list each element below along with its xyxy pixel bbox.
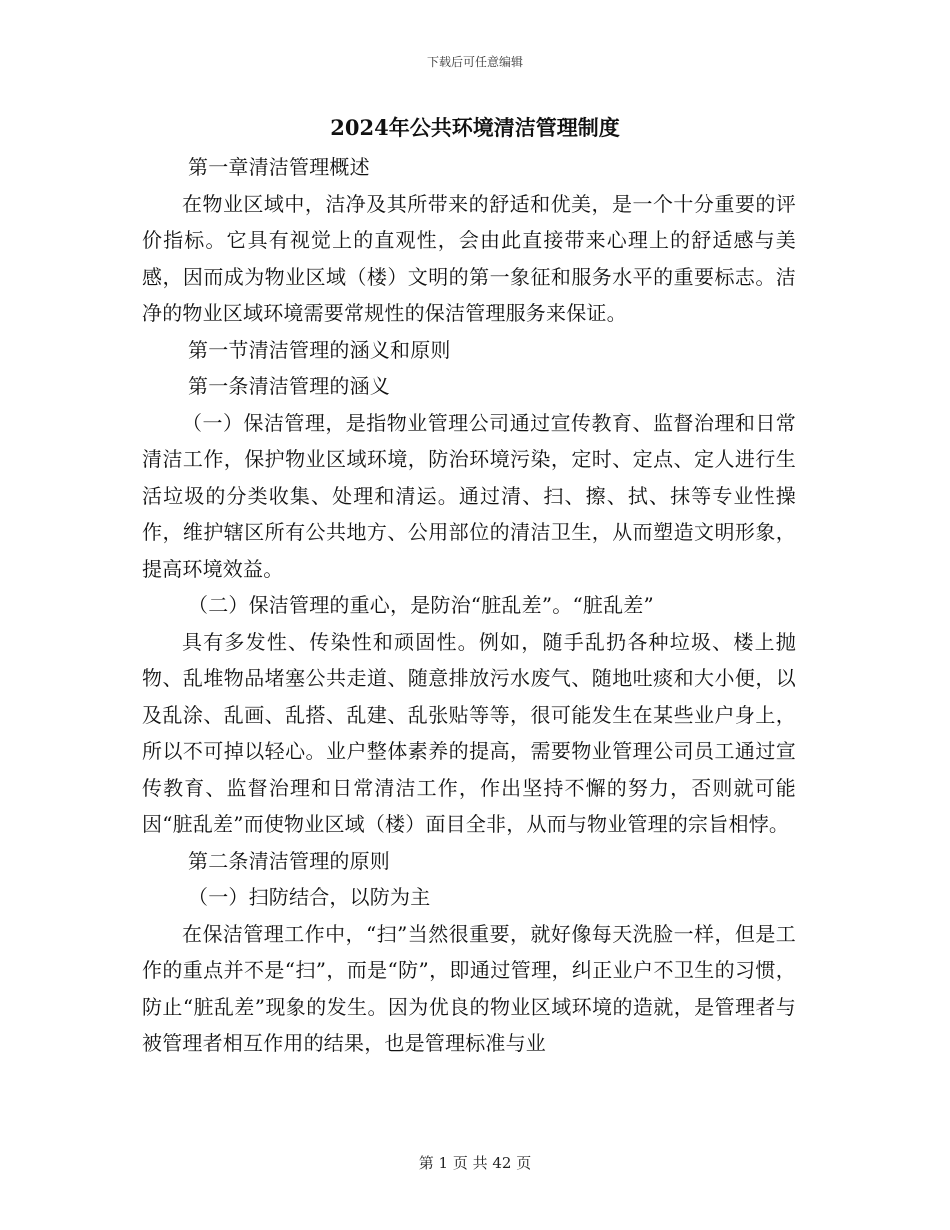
- chapter-heading: 第一章清洁管理概述: [188, 155, 370, 179]
- document-body: [142, 149, 796, 1062]
- body-paragraph: 具有多发性、传染性和顽固性。例如，随手乱扔各种垃圾、楼上抛物、乱堆物品堵塞公共走道、随意排放污水废气、随地吐痰和大小便，以及乱涂、乱画、乱搭、乱建、乱张贴等等，很可能发生在某些业户身上，所以不可掉以轻心。业户整体素养的提高，需要物业管理公司员工通过宣传教育、监督治理和日常清洁工作，作出坚持不懈的努力，否则就可能因“脏乱差”而使物业区域（楼）面目全非，从而与物业管理的宗旨相悖。: [142, 629, 796, 836]
- article-heading: 第一条清洁管理的涵义: [188, 374, 390, 398]
- body-paragraph: 在物业区域中，洁净及其所带来的舒适和优美，是一个十分重要的评价指标。它具有视觉上的直观性，会由此直接带来心理上的舒适感与美感，因而成为物业区域（楼）文明的第一象征和服务水平的重要标志。洁净的物业区域环境需要常规性的保洁管理服务来保证。: [142, 191, 796, 325]
- body-paragraph: （二）保洁管理的重心，是防治“脏乱差”。“脏乱差”: [188, 593, 654, 617]
- body-paragraph: （一）保洁管理，是指物业管理公司通过宣传教育、监督治理和日常清洁工作，保护物业区域环境，防治环境污染，定时、定点、定人进行生活垃圾的分类收集、处理和清运。通过清、扫、擦、拭、抹等专业性操作，维护辖区所有公共地方、公用部位的清洁卫生，从而塑造文明形象，提高环境效益。: [142, 410, 796, 581]
- section-heading: 第一节清洁管理的涵义和原则: [188, 337, 451, 362]
- body-paragraph: 在保洁管理工作中，“扫”当然很重要，就好像每天洗脸一样，但是工作的重点并不是“扫”，而是“防”，即通过管理，纠正业户不卫生的习惯，防止“脏乱差”现象的发生。因为优良的物业区域环境的造就，是管理者与被管理者相互作用的结果，也是管理标准与业: [142, 921, 796, 1055]
- header-note: 下载后可任意编辑: [426, 55, 523, 69]
- page-number-footer: 第 1 页 共 42 页: [418, 1154, 532, 1172]
- document-title: 2024年公共环境清洁管理制度: [330, 115, 620, 140]
- article-heading: 第二条清洁管理的原则: [188, 848, 390, 873]
- subitem-heading: （一）扫防结合，以防为主: [188, 885, 431, 909]
